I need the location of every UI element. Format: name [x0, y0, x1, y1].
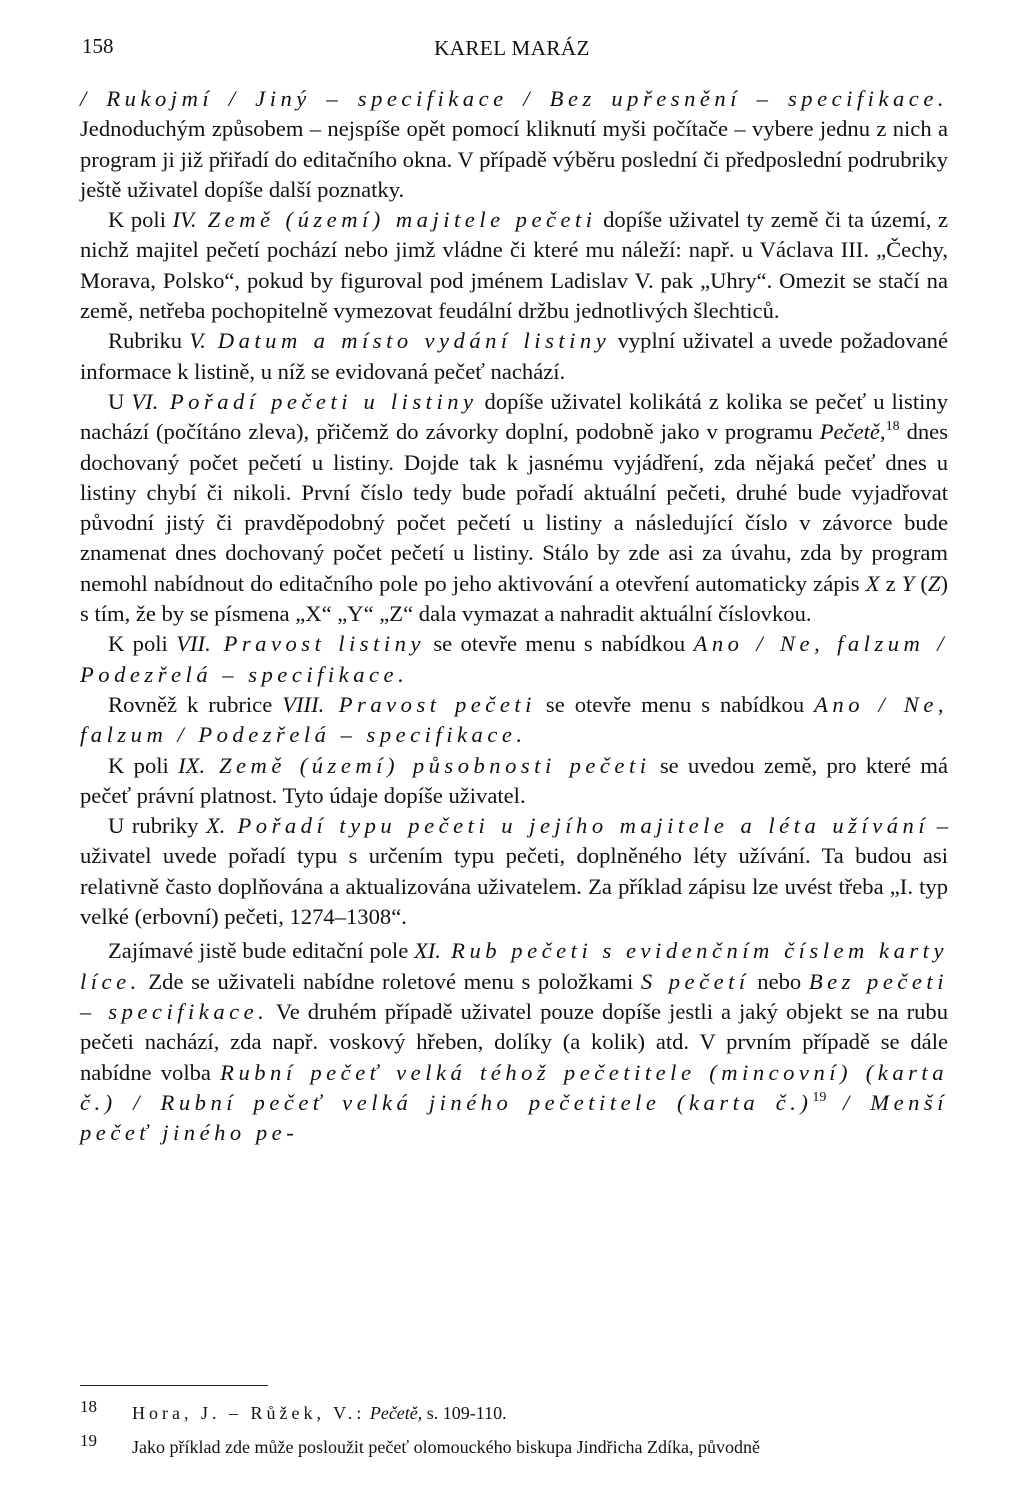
paragraph-6 — [80, 690, 948, 751]
spaced-term: S pečetí — [640, 968, 750, 994]
spaced-term: Pořadí typu pečeti u jejího majitele a léta užívání — [225, 813, 930, 839]
footnote-ref-19: 19 — [812, 1089, 827, 1105]
paragraph-1 — [80, 84, 948, 205]
paragraph-3 — [80, 326, 948, 387]
footnote-number: 19 — [80, 1431, 97, 1450]
text-run: nebo — [749, 968, 809, 994]
paragraph-2 — [80, 205, 948, 326]
italic-letter: X — [865, 570, 880, 596]
rubric-number: VI. — [131, 388, 159, 414]
spaced-term: Země (území) majitele pečeti — [196, 207, 597, 233]
text-run: U rubriky — [108, 813, 206, 839]
text-run: – uživatel uvede pořadí typu s určením typu pečeti, doplněného léty užívání. Ta budou asi relativně často doplňována a aktualizována uživatelem. Za příklad zápisu lze uvést třeba „I. typ velké (erbovní) pečeti, 1274–1308“. — [80, 813, 948, 930]
text-run: dopíše uživatel ty země či ta území, z nichž majitel pečetí pochází nebo jimž vládne či které mu náleží: např. u Václava III. „Čechy, Morava, Polsko“, pokud by figuroval pod jménem Ladislav V. pak „Uhry“. Omezit se stačí na země, netřeba pochopitelně vymezovat feudální držbu jednotlivých šlechticů. — [80, 207, 948, 324]
rubric-number: VII. — [176, 631, 211, 657]
paragraph-7 — [80, 751, 948, 812]
rubric-number: IX. — [178, 752, 206, 778]
page-header — [0, 34, 1024, 64]
spaced-term: Ano / Ne, falzum / Podezřelá – specifikace. — [80, 631, 948, 687]
text-run: K poli — [108, 631, 177, 657]
text-run: se otevře menu s nabídkou — [535, 691, 815, 717]
running-head: KAREL MARÁZ — [434, 36, 590, 60]
text-run: K poli — [108, 752, 179, 778]
text-run: ) s tím, že by se písmena „X“ „Y“ „Z“ dala vymazat a nahradit aktuální číslovkou. — [80, 570, 948, 627]
text-run: Ve druhém případě uživatel pouze dopíše jestli a jaký objekt se na rubu pečeti nachází, zda např. voskový hřeben, dolíky (a kolik) atd. V prvním případě se dále nabídne volba — [80, 998, 949, 1085]
spaced-term: / Rukojmí / Jiný – specifikace / Bez upřesnění – specifikace. — [80, 86, 948, 111]
footnote-number: 18 — [80, 1397, 97, 1416]
footnotes — [80, 1397, 960, 1470]
text-run: Rovněž k rubrice — [108, 691, 283, 717]
text-run: Rubriku — [108, 328, 190, 354]
spaced-term: Pořadí pečeti u listiny — [158, 388, 478, 414]
spaced-term: Rub pečeti s evidenčním číslem karty líce. — [80, 938, 948, 994]
paragraph-5 — [80, 629, 948, 690]
rubric-number: XI. — [413, 938, 441, 964]
text-run: U — [108, 388, 132, 414]
text-run: Zde se uživateli nabídne roletové menu s položkami — [140, 968, 641, 994]
rubric-number: V. — [189, 328, 206, 354]
spaced-term: Země (území) působnosti pečeti — [205, 752, 651, 778]
spaced-term: Pravost pečeti — [324, 691, 536, 717]
spaced-term: Datum a místo vydání listiny — [205, 328, 611, 354]
italic-letter: Z — [927, 570, 941, 596]
italic-letter: Y — [901, 570, 915, 596]
footnote-rule — [80, 1385, 268, 1386]
rubric-number: VIII. — [282, 691, 325, 717]
footnote-author: Hora, J. – Růžek, V.: — [132, 1403, 366, 1423]
footnote-title: Pečetě, — [369, 1403, 423, 1423]
text-run: K poli — [108, 207, 173, 233]
paragraph-4 — [80, 387, 948, 629]
text-run: se otevře menu s nabídkou — [424, 631, 694, 657]
italic-title: Pečetě, — [819, 419, 886, 445]
text-run: Zajímavé jistě bude editační pole — [108, 938, 414, 964]
footnote-19 — [80, 1431, 960, 1458]
text-run: dopíše uživatel kolikátá z kolika se pečeť u listiny nachází (počítáno zleva), přičemž do závorky doplní, podobně jako v programu — [80, 388, 948, 445]
footnote-pages: s. 109-110. — [422, 1403, 507, 1423]
spaced-term: Ano / Ne, falzum / Podezřelá – specifikace. — [80, 691, 948, 748]
footnote-text: Jako příklad zde může posloužit pečeť olomouckého biskupa Jindřicha Zdíka, původně — [132, 1437, 761, 1457]
text-run: vyplní uživatel a uvede požadované informace k listině, u níž se evidovaná pečeť nachází. — [80, 328, 948, 384]
text-run: se uvedou země, pro které má pečeť právní platnost. Tyto údaje dopíše uživatel. — [80, 752, 949, 808]
spaced-term: / Menší pečeť jiného pe- — [80, 1089, 948, 1146]
paragraph-9 — [80, 936, 948, 1148]
text-run: dnes dochovaný počet pečetí u listiny. Dojde tak k jasnému vyjádření, zda nějaká pečeť dnes u listiny chybí či nikoli. První číslo tedy bude pořadí aktuální pečeti, druhé bude vyjadřovat původní jistý či pravděpodobný počet pečetí u listiny a následující číslo v závorce bude znamenat dnes dochovaný počet pečetí u listiny. Stálo by zde asi za úvahu, zda by program nemohl nabídnout do editačního pole po jeho aktivování a otevření automaticky zápis — [80, 419, 948, 596]
footnote-18 — [80, 1397, 960, 1424]
body-text — [80, 84, 948, 1148]
text-run: Jednoduchým způsobem – nejspíše opět pomocí kliknutí myši počítače – vybere jednu z nich a program ji již přiřadí do editačního okna. V případě výběru poslední či předposlední podrubriky ještě uživatel dopíše další poznatky. — [80, 116, 948, 202]
spaced-term: Bez pečeti – specifikace. — [80, 968, 948, 1024]
spaced-term: Rubní pečeť velká téhož pečetitele (mincovní) (karta č.) / Rubní pečeť velká jiného pečetitele (karta č.) — [80, 1059, 948, 1115]
spaced-term: Pravost listiny — [210, 631, 425, 657]
paragraph-8 — [80, 811, 948, 932]
footnote-ref-18: 18 — [885, 419, 900, 435]
rubric-number: IV. — [172, 207, 197, 233]
page-number: 158 — [82, 34, 114, 58]
rubric-number: X. — [205, 813, 226, 839]
text-run: ( — [914, 570, 928, 596]
text-run: z — [879, 570, 902, 596]
